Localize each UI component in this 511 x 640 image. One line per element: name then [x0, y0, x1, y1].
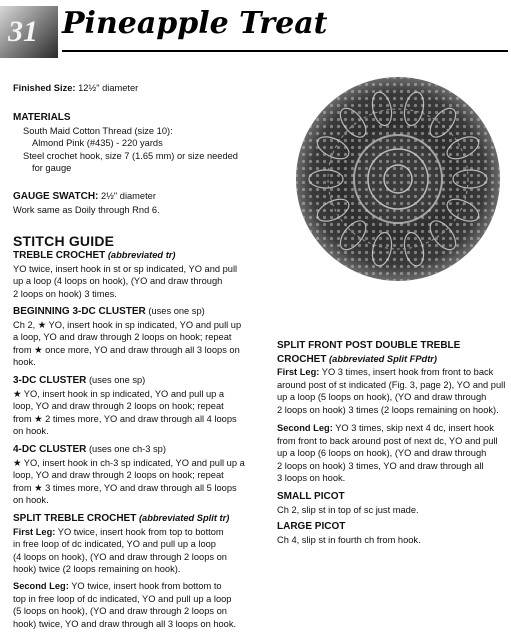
treble-line: 2 loops on hook) 3 times. — [13, 288, 117, 299]
finished-size — [13, 82, 138, 95]
treble-title: TREBLE CROCHET — [13, 250, 106, 261]
small-picot-section — [277, 491, 419, 516]
fp-second-leg-line: up a loop (6 loops on hook), (YO and draw through — [277, 448, 487, 458]
first-leg-line: (4 loops on hook), (YO and draw through 2 loops on — [13, 551, 227, 562]
split-treble-title: SPLIT TREBLE CROCHET — [13, 513, 137, 524]
dc3-title: 3-DC CLUSTER — [13, 375, 87, 386]
second-leg-line: YO twice, insert hook from bottom to — [71, 581, 222, 591]
finished-size-value: 12½" diameter — [78, 83, 139, 93]
materials-heading: MATERIALS — [13, 112, 71, 123]
split-treble-second-leg — [13, 580, 236, 630]
beg-3dc-line: a loop, YO and draw through 2 loops on hook; repeat — [13, 332, 232, 342]
split-fp-title-2: CROCHET — [277, 353, 327, 365]
page-title: Pineapple Treat — [62, 6, 328, 41]
dc3-section — [13, 374, 237, 438]
fp-second-leg-line: YO 3 times, skip next 4 dc, insert hook — [335, 423, 494, 433]
beg-3dc-section — [13, 305, 241, 369]
large-picot-section — [277, 521, 421, 546]
materials-line: for gauge — [32, 163, 72, 173]
split-fp-second-leg — [277, 422, 498, 485]
materials-line: South Maid Cotton Thread (size 10): — [23, 125, 173, 136]
treble-line: YO twice, insert hook in st or sp indicated, YO and pull — [13, 263, 238, 274]
materials-line: Steel crochet hook, size 7 (1.65 mm) or size needed — [23, 150, 238, 161]
beg-3dc-note: (uses one sp) — [148, 306, 205, 316]
second-leg-label: Second Leg: — [13, 581, 69, 591]
dc4-section — [13, 443, 245, 507]
dc4-line: loop, YO and draw through 2 loops on hook; repeat — [13, 470, 224, 480]
beg-3dc-line: Ch 2, ★ YO, insert hook in sp indicated, YO and pull up — [13, 319, 242, 330]
treble-section — [13, 249, 237, 300]
split-fp-title: SPLIT FRONT POST DOUBLE TREBLE — [277, 340, 461, 351]
page-number-tab: 31 — [0, 6, 58, 58]
materials-line: Almond Pink (#435) - 220 yards — [32, 138, 163, 148]
dc4-note: (uses one ch-3 sp) — [88, 444, 166, 454]
second-leg-line: top in free loop of dc indicated, YO and pull up a loop — [13, 593, 232, 604]
gauge-section — [13, 190, 160, 216]
split-fp-section — [277, 340, 505, 416]
fp-first-leg-label: First Leg: — [277, 367, 320, 377]
first-leg-label: First Leg: — [13, 526, 56, 537]
fp-second-leg-line: 3 loops on hook. — [277, 473, 346, 483]
fp-second-leg-line: 2 loops on hook) 3 times, YO and draw through all — [277, 460, 484, 471]
fp-first-leg-line: 2 loops on hook) 3 times (2 loops remaining on hook). — [277, 404, 499, 415]
beg-3dc-line: hook. — [13, 357, 36, 367]
gauge-label: GAUGE SWATCH: — [13, 191, 99, 202]
small-picot-title: SMALL PICOT — [277, 491, 345, 502]
dc3-note: (uses one sp) — [88, 375, 146, 385]
dc4-line: from ★ 3 times more, YO and draw through all 5 loops — [13, 482, 237, 493]
large-picot-title: LARGE PICOT — [277, 521, 346, 532]
treble-line: up a loop (4 loops on hook), (YO and draw through — [13, 276, 223, 286]
fp-first-leg-line: up a loop (5 loops on hook), (YO and draw through — [277, 392, 487, 402]
fp-second-leg-line: from front to back around post of next dc, YO and pull — [277, 435, 498, 446]
first-leg-line: in free loop of dc indicated, YO and pull up a loop — [13, 539, 216, 549]
fp-second-leg-label: Second Leg: — [277, 423, 333, 433]
large-picot-text: Ch 4, slip st in fourth ch from hook. — [277, 534, 421, 545]
dc3-line: on hook. — [13, 426, 49, 436]
page-header — [0, 0, 511, 66]
split-fp-abbr: (abbreviated Split FPdtr) — [329, 353, 438, 364]
dc3-line: from ★ 2 times more, YO and draw through all 4 loops — [13, 413, 237, 424]
first-leg-line: YO twice, insert hook from top to bottom — [57, 526, 224, 537]
dc4-line: ★ YO, insert hook in ch-3 sp indicated, YO and pull up a — [13, 457, 245, 468]
dc4-line: on hook. — [13, 495, 49, 505]
doily-photo — [293, 74, 503, 284]
beg-3dc-title: BEGINNING 3-DC CLUSTER — [13, 306, 146, 317]
doily-image — [293, 74, 503, 284]
dc4-title: 4-DC CLUSTER — [13, 444, 87, 455]
beg-3dc-line: from ★ once more, YO and draw through all 3 loops on — [13, 344, 240, 355]
header-rule — [62, 50, 508, 52]
first-leg-line: hook) twice (2 loops remaining on hook). — [13, 564, 181, 574]
right-column — [277, 334, 509, 554]
split-treble-section — [13, 512, 229, 576]
dc3-line: ★ YO, insert hook in sp indicated, YO and pull up a — [13, 388, 225, 399]
finished-size-label: Finished Size: — [13, 83, 76, 93]
gauge-value: 2½" diameter — [100, 191, 156, 201]
second-leg-line: hook) twice, YO and draw through all 3 loops on hook. — [13, 618, 237, 629]
second-leg-line: (5 loops on hook), (YO and draw through 2 loops on — [13, 606, 227, 616]
stitch-guide-heading: STITCH GUIDE — [13, 233, 115, 249]
treble-abbr: (abbreviated tr) — [107, 250, 176, 260]
fp-first-leg-line: YO 3 times, insert hook from front to back — [321, 367, 494, 377]
dc3-line: loop, YO and draw through 2 loops on hook; repeat — [13, 401, 224, 411]
fp-first-leg-line: around post of st indicated (Fig. 3, page 2), YO and pull — [277, 379, 506, 390]
gauge-line: Work same as Doily through Rnd 6. — [13, 204, 160, 215]
materials-section — [13, 112, 238, 175]
split-treble-abbr: (abbreviated Split tr) — [138, 513, 230, 523]
small-picot-text: Ch 2, slip st in top of sc just made. — [277, 504, 419, 515]
